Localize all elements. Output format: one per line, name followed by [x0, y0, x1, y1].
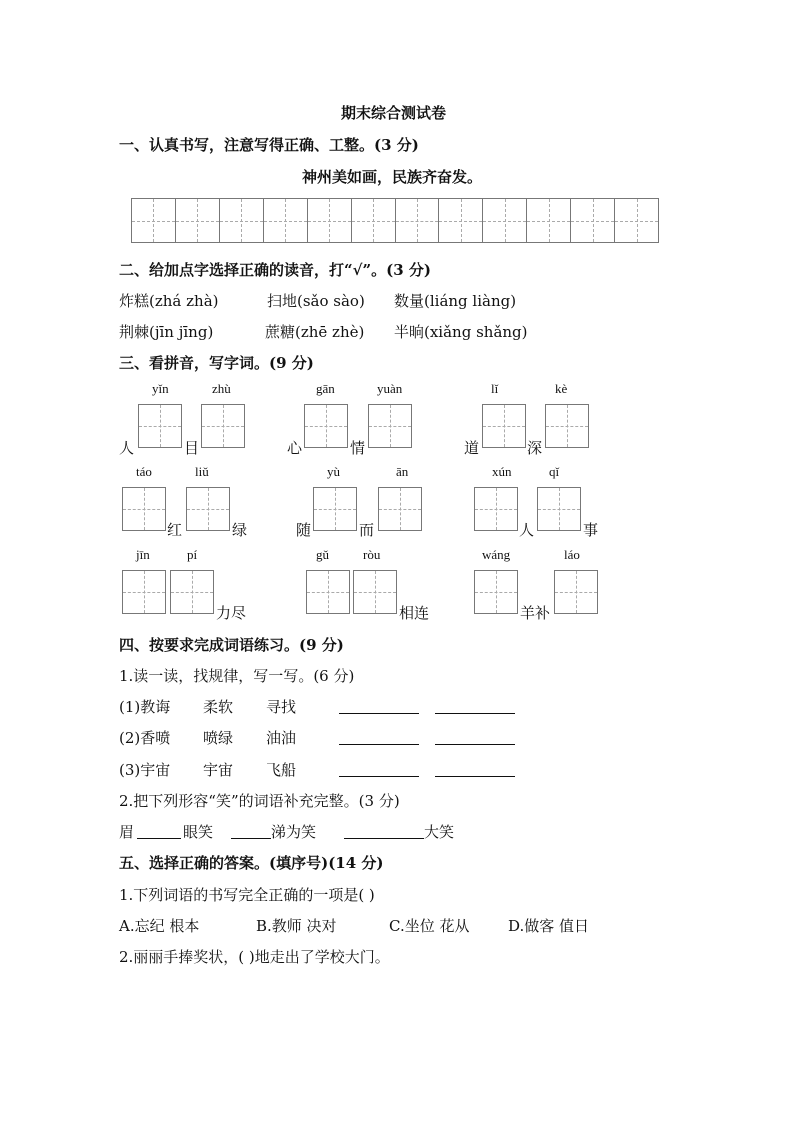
grid-cell[interactable] — [132, 199, 176, 242]
answer-blank[interactable] — [339, 713, 419, 714]
word-item: 飞船 — [266, 761, 297, 779]
grid-cell[interactable] — [615, 199, 658, 242]
pronunciation-item[interactable]: 荆棘(jīn jīng) — [119, 323, 214, 341]
pinyin-label: yù — [327, 464, 340, 479]
option-a[interactable]: A.忘纪 根本 — [119, 917, 200, 935]
pronunciation-item[interactable]: 炸糕(zhá zhà) — [119, 292, 219, 310]
option-c[interactable]: C.坐位 花从 — [389, 917, 470, 935]
pinyin-label: wáng — [482, 547, 511, 562]
section-3-heading: 三、看拼音，写字词。(9 分) — [119, 354, 314, 372]
given-char: 绿 — [232, 521, 248, 539]
pinyin-label: gān — [316, 381, 335, 396]
given-char: 目 — [184, 439, 200, 457]
word-item: (2)香喷 — [119, 729, 171, 747]
writing-box[interactable] — [306, 570, 350, 614]
grid-cell[interactable] — [220, 199, 264, 242]
grid-cell[interactable] — [571, 199, 615, 242]
writing-box[interactable] — [201, 404, 245, 448]
grid-cell[interactable] — [308, 199, 352, 242]
writing-box[interactable] — [122, 570, 166, 614]
pinyin-label: liǔ — [195, 464, 209, 479]
pinyin-label: pí — [187, 547, 198, 562]
option-d[interactable]: D.做客 值日 — [508, 917, 590, 935]
pinyin-label: ròu — [363, 547, 381, 562]
grid-cell[interactable] — [527, 199, 571, 242]
word-item: 宇宙 — [203, 761, 234, 779]
given-char: 人 — [119, 439, 135, 457]
copy-sentence: 神州美如画，民族齐奋发。 — [302, 168, 483, 186]
writing-box[interactable] — [313, 487, 357, 531]
writing-box[interactable] — [474, 570, 518, 614]
writing-box[interactable] — [537, 487, 581, 531]
given-char: 深 — [527, 439, 543, 457]
writing-box[interactable] — [554, 570, 598, 614]
laugh-word-part: 大笑 — [424, 823, 455, 841]
grid-cell[interactable] — [176, 199, 220, 242]
writing-box[interactable] — [545, 404, 589, 448]
option-b[interactable]: B.教师 决对 — [256, 917, 337, 935]
answer-blank[interactable] — [339, 776, 419, 777]
writing-box[interactable] — [186, 487, 230, 531]
question-4-1: 1.读一读，找规律，写一写。(6 分) — [119, 667, 355, 685]
writing-box[interactable] — [122, 487, 166, 531]
pinyin-label: gǔ — [316, 547, 329, 562]
given-char: 随 — [296, 521, 312, 539]
answer-blank[interactable] — [435, 744, 515, 745]
answer-blank[interactable] — [435, 713, 515, 714]
writing-box[interactable] — [474, 487, 518, 531]
grid-cell[interactable] — [439, 199, 483, 242]
given-char: 而 — [359, 521, 375, 539]
pronunciation-item[interactable]: 蔗糖(zhē zhè) — [265, 323, 365, 341]
writing-box[interactable] — [304, 404, 348, 448]
given-char: 情 — [350, 439, 366, 457]
pinyin-label: jīn — [136, 547, 150, 562]
grid-cell[interactable] — [352, 199, 396, 242]
given-char: 力尽 — [216, 604, 247, 622]
pinyin-label: xún — [492, 464, 512, 479]
pinyin-label: qǐ — [549, 464, 560, 479]
answer-blank[interactable] — [231, 838, 271, 839]
given-char: 心 — [287, 439, 303, 457]
pronunciation-item[interactable]: 扫地(sǎo sào) — [267, 292, 365, 310]
given-char: 相连 — [399, 604, 430, 622]
writing-box[interactable] — [378, 487, 422, 531]
pinyin-label: ān — [396, 464, 409, 479]
question-4-2: 2.把下列形容“笑”的词语补充完整。(3 分) — [119, 792, 400, 810]
writing-box[interactable] — [138, 404, 182, 448]
pinyin-label: zhù — [212, 381, 231, 396]
laugh-word-part: 眼笑 — [183, 823, 214, 841]
writing-box[interactable] — [482, 404, 526, 448]
word-item: 寻找 — [266, 698, 297, 716]
pinyin-label: yǐn — [152, 381, 169, 396]
word-item: 油油 — [266, 729, 297, 747]
answer-blank[interactable] — [339, 744, 419, 745]
word-item: (3)宇宙 — [119, 761, 171, 779]
answer-blank[interactable] — [137, 838, 181, 839]
pinyin-label: láo — [564, 547, 580, 562]
writing-box[interactable] — [368, 404, 412, 448]
question-5-1: 1.下列词语的书写完全正确的一项是( ) — [119, 886, 375, 904]
page-title: 期末综合测试卷 — [341, 104, 447, 122]
section-2-heading: 二、给加点字选择正确的读音，打“√”。(3 分) — [119, 261, 431, 279]
pinyin-label: táo — [136, 464, 152, 479]
word-item: 喷绿 — [203, 729, 234, 747]
laugh-word-part: 涕为笑 — [271, 823, 317, 841]
section-1-heading: 一、认真书写，注意写得正确、工整。(3 分) — [119, 136, 419, 154]
pinyin-label: kè — [555, 381, 568, 396]
answer-blank[interactable] — [435, 776, 515, 777]
writing-grid[interactable] — [131, 198, 659, 243]
given-char: 事 — [583, 521, 599, 539]
given-char: 红 — [167, 521, 183, 539]
given-char: 人 — [519, 521, 535, 539]
grid-cell[interactable] — [396, 199, 440, 242]
word-item: 柔软 — [203, 698, 234, 716]
section-5-heading: 五、选择正确的答案。(填序号)(14 分) — [119, 854, 384, 872]
writing-box[interactable] — [353, 570, 397, 614]
pinyin-label: yuàn — [377, 381, 403, 396]
grid-cell[interactable] — [483, 199, 527, 242]
pronunciation-item[interactable]: 数量(liáng liàng) — [394, 292, 517, 310]
section-4-heading: 四、按要求完成词语练习。(9 分) — [119, 636, 344, 654]
question-5-2: 2.丽丽手捧奖状，( )地走出了学校大门。 — [119, 948, 390, 966]
word-item: (1)教诲 — [119, 698, 171, 716]
given-char: 道 — [464, 439, 480, 457]
given-char: 羊补 — [520, 604, 551, 622]
laugh-word-part: 眉 — [119, 823, 135, 841]
answer-blank[interactable] — [344, 838, 424, 839]
pronunciation-item[interactable]: 半晌(xiǎng shǎng) — [394, 323, 528, 341]
grid-cell[interactable] — [264, 199, 308, 242]
writing-box[interactable] — [170, 570, 214, 614]
pinyin-label: lǐ — [491, 381, 499, 396]
